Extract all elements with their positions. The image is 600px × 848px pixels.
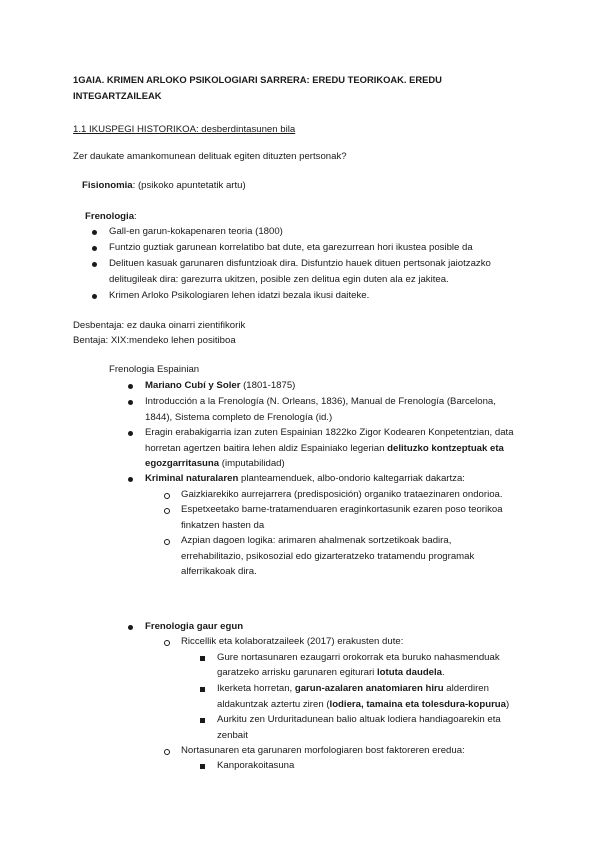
list-item: Delituen kasuak garunaren disfuntzioak dira. Disfuntzio hauek dituen pertsonak jaiotzazko (109, 256, 491, 272)
sub-sub-list-item: Kanporakoitasuna (217, 758, 294, 774)
frenologia-heading (85, 209, 137, 225)
list-item-continuation: 1844), Sistema completo de Frenología (id.) (145, 412, 333, 423)
list-item: Frenologia gaur egun (145, 619, 243, 635)
bullet-icon (92, 262, 97, 267)
list-item: Introducción a la Frenología (N. Orleans, 1836), Manual de Frenología (Barcelona, (145, 394, 496, 410)
bullet-icon (128, 400, 133, 405)
hollow-bullet-icon (164, 640, 170, 646)
frenologia-label: Frenologia (85, 211, 135, 222)
list-item-continuation: delitugileak dira: garezurra ukitzen, posible zen delitua egin duten ala ez jakitea. (109, 274, 449, 285)
hollow-bullet-icon (164, 539, 170, 545)
bullet-icon (92, 246, 97, 251)
list-item: Eragin erabakigarria izan zuten Espainian 1822ko Zigor Kodearen Konpetentzian, data (145, 425, 514, 441)
square-bullet-icon (200, 687, 205, 692)
square-bullet-icon (200, 718, 205, 723)
question-text: Zer daukate amankomunean delituak egiten dituzten pertsonak? (73, 151, 347, 162)
sub-sub-list-item-continuation: zenbait (217, 730, 248, 741)
sub-list-item: Nortasunaren eta garunaren morfologiaren bost faktoreren eredua: (181, 743, 465, 759)
sub-sub-list-item: Aurkitu zen Urduritadunean balio altuak lodiera handiagoarekin eta (217, 712, 501, 728)
hollow-bullet-icon (164, 493, 170, 499)
bentaja-text: Bentaja: XIX:mendeko lehen positiboa (73, 335, 236, 346)
hollow-bullet-icon (164, 508, 170, 514)
sub-list-item: Azpian dagoen logika: arimaren ahalmenak sortzetikoak badira, (181, 533, 451, 549)
bullet-icon (92, 230, 97, 235)
list-item: Gall-en garun-kokapenaren teoria (1800) (109, 224, 283, 240)
bullet-icon (128, 625, 133, 630)
sub-sub-list-item: Gure nortasunaren ezaugarri orokorrak eta buruko nahasmenduak (217, 650, 500, 666)
sub-list-item: Riccellik eta kolaboratzaileek (2017) erakusten dute: (181, 634, 403, 650)
espainian-heading: Frenologia Espainian (109, 364, 200, 375)
fisionomia-label: Fisionomia (82, 180, 133, 191)
fisionomia-line (82, 178, 246, 194)
sub-sub-list-item-continuation: aldakuntzak aztertu ziren (lodiera, tamaina eta tolesdura-kopurua) (217, 699, 510, 710)
sub-sub-list-item-continuation: garatzeko arrisku garunaren egiturari lotuta daudela. (217, 667, 445, 678)
fisionomia-rest: : (psikoko apuntetatik artu) (132, 180, 246, 191)
sub-list-item-continuation: alferrikakoak dira. (181, 566, 257, 577)
list-item: Mariano Cubí y Soler (1801-1875) (145, 378, 295, 394)
frenologia-colon: : (134, 211, 137, 222)
list-item-continuation: horretan agertzen baitira lehen aldiz Espainiako legerian delituzko kontzeptuak eta (145, 443, 504, 454)
square-bullet-icon (200, 764, 205, 769)
bullet-icon (92, 294, 97, 299)
document-title: 1GAIA. KRIMEN ARLOKO PSIKOLOGIARI SARRERA: EREDU TEORIKOAK. EREDU INTEGARTZAILEAK (73, 74, 442, 101)
sub-sub-list-item: Ikerketa horretan, garun-azalaren anatomiaren hiru alderdiren (217, 681, 489, 697)
bullet-icon (128, 477, 133, 482)
bullet-icon (128, 384, 133, 389)
list-item-continuation: egozgarritasuna (imputabilidad) (145, 458, 285, 469)
section-heading: 1.1 IKUSPEGI HISTORIKOA: desberdintasunen bila (73, 124, 296, 135)
sub-list-item: Gaizkiarekiko aurrejarrera (predisposición) organiko trataezinaren ondorioa. (181, 487, 503, 503)
list-item: Kriminal naturalaren planteamenduek, albo-ondorio kaltegarriak dakartza: (145, 471, 465, 487)
sub-list-item-continuation: finkatzen hasten da (181, 520, 265, 531)
desbentaja-text: Desbentaja: ez dauka oinarri zientifikorik (73, 320, 246, 331)
list-item: Funtzio guztiak garunean korrelatibo bat dute, eta garezurrean hori ikustea posible da (109, 240, 473, 256)
list-item: Krimen Arloko Psikologiaren lehen idatzi bezala ikusi daiteke. (109, 288, 369, 304)
sub-list-item: Espetxeetako barne-tratamenduaren eraginkortasunik ezaren poso teorikoa (181, 502, 503, 518)
square-bullet-icon (200, 656, 205, 661)
bullet-icon (128, 431, 133, 436)
sub-list-item-continuation: errehabilitazio, psikosozial edo gizarteratzeko tratamendu programak (181, 551, 475, 562)
hollow-bullet-icon (164, 749, 170, 755)
